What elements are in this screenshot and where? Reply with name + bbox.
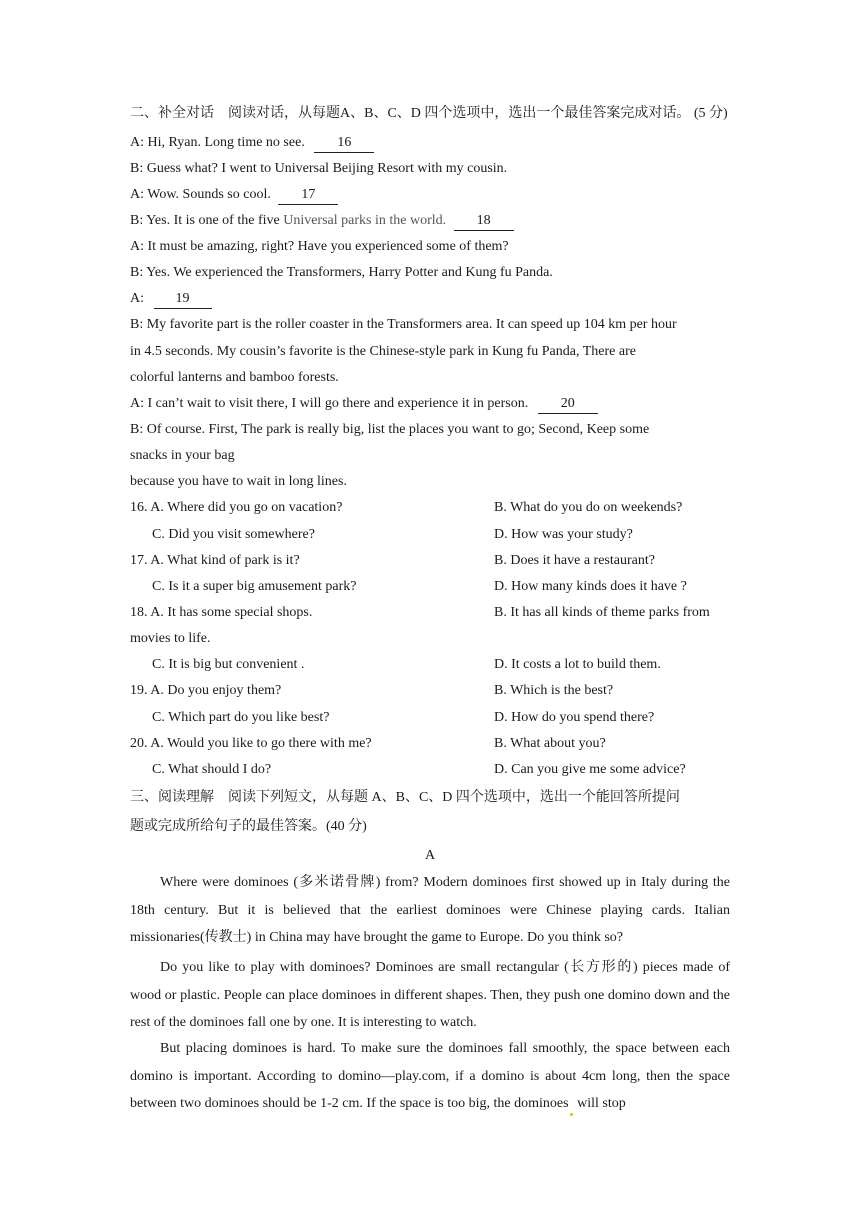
question-16-option-b: B. What do you do on weekends?	[494, 500, 683, 515]
question-16-option-d: D. How was your study?	[494, 527, 633, 542]
question-20-option-b: B. What about you?	[494, 736, 606, 751]
question-20-option-c: C. What should I do?	[152, 762, 272, 777]
dialogue-line: B: Of course. First, The park is really big, list the places you want to go; Second, Keep some	[130, 422, 650, 437]
dialogue-line: B: Yes. It is one of the five Universal parks in the world. 18	[130, 212, 514, 231]
section3-heading-line1: 三、阅读理解 阅读下列短文，从每题 A、B、C、D 四个选项中，选出一个能回答所提问	[130, 790, 680, 805]
answer-blank-20: 20	[538, 395, 598, 414]
question-19-option-c: C. Which part do you like best?	[152, 710, 330, 725]
question-18-option-b-continued: movies to life.	[130, 631, 211, 646]
question-19-option-d: D. How do you spend there?	[494, 710, 655, 725]
question-18-option-d: D. It costs a lot to build them.	[494, 657, 661, 672]
dialogue-line: A: 19	[130, 290, 212, 309]
question-17-option-c: C. Is it a super big amusement park?	[152, 579, 357, 594]
answer-blank-19: 19	[154, 290, 212, 309]
dialogue-line: B: My favorite part is the roller coaster in the Transformers area. It can speed up 104 km per hour	[130, 317, 677, 332]
question-20-option-d: D. Can you give me some advice?	[494, 762, 686, 777]
dialogue-line: because you have to wait in long lines.	[130, 474, 347, 489]
question-18-option-a: 18. A. It has some special shops.	[130, 605, 313, 620]
yellow-dot-marker	[570, 1113, 573, 1116]
question-20-option-a: 20. A. Would you like to go there with me?	[130, 736, 372, 751]
dialogue-line: A: I can’t wait to visit there, I will go there and experience it in person. 20	[130, 395, 598, 414]
passage-paragraph-3: But placing dominoes is hard. To make sure the dominoes fall smoothly, the space between each domino is important. According to domino—play.com, if a domino is about 4cm long, then the space between two dominoes should be 1-2 cm. If the space is too big, the dominoes will stop	[130, 1035, 730, 1118]
question-17-option-d: D. How many kinds does it have ?	[494, 579, 687, 594]
dialogue-line: A: It must be amazing, right? Have you experienced some of them?	[130, 239, 509, 254]
passage-label: A	[424, 848, 436, 863]
passage-paragraph-2: Do you like to play with dominoes? Dominoes are small rectangular (长方形的) pieces made of wood or plastic. People can place dominoes in different shapes. Then, they push one domino down and the rest of the dominoes fall one by one. It is interesting to watch.	[130, 960, 730, 1030]
answer-blank-16: 16	[314, 134, 374, 153]
dialogue-line: B: Guess what? I went to Universal Beijing Resort with my cousin.	[130, 161, 508, 176]
dialogue-line: colorful lanterns and bamboo forests.	[130, 370, 339, 385]
section2-heading: 二、补全对话 阅读对话，从每题A、B、C、D 四个选项中，选出一个最佳答案完成对话。 (5 分)	[130, 106, 728, 121]
section3-heading-line2: 题或完成所给句子的最佳答案。(40 分)	[130, 819, 367, 834]
question-19-option-a: 19. A. Do you enjoy them?	[130, 683, 282, 698]
question-18-option-b: B. It has all kinds of theme parks from	[494, 605, 710, 620]
question-17-option-a: 17. A. What kind of park is it?	[130, 553, 300, 568]
answer-blank-18: 18	[454, 212, 514, 231]
dialogue-line: A: Hi, Ryan. Long time no see. 16	[130, 134, 374, 153]
dialogue-line: in 4.5 seconds. My cousin’s favorite is the Chinese-style park in Kung fu Panda, There are	[130, 344, 636, 359]
answer-blank-17: 17	[278, 186, 338, 205]
dialogue-line: B: Yes. We experienced the Transformers, Harry Potter and Kung fu Panda.	[130, 265, 553, 280]
dialogue-line: snacks in your bag	[130, 448, 235, 463]
passage-paragraph-1: Where were dominoes (多米诺骨牌) from? Modern dominoes first showed up in Italy during the 18th century. But it is believed that the earliest dominoes were Chinese playing cards. Italian missionaries(传教士) in China may have brought the game to Europe. Do you think so?	[130, 875, 730, 945]
question-16-option-c: C. Did you visit somewhere?	[152, 527, 315, 542]
question-19-option-b: B. Which is the best?	[494, 683, 614, 698]
question-17-option-b: B. Does it have a restaurant?	[494, 553, 655, 568]
question-16-option-a: 16. A. Where did you go on vacation?	[130, 500, 343, 515]
dialogue-line: A: Wow. Sounds so cool. 17	[130, 186, 338, 205]
question-18-option-c: C. It is big but convenient .	[152, 657, 305, 672]
